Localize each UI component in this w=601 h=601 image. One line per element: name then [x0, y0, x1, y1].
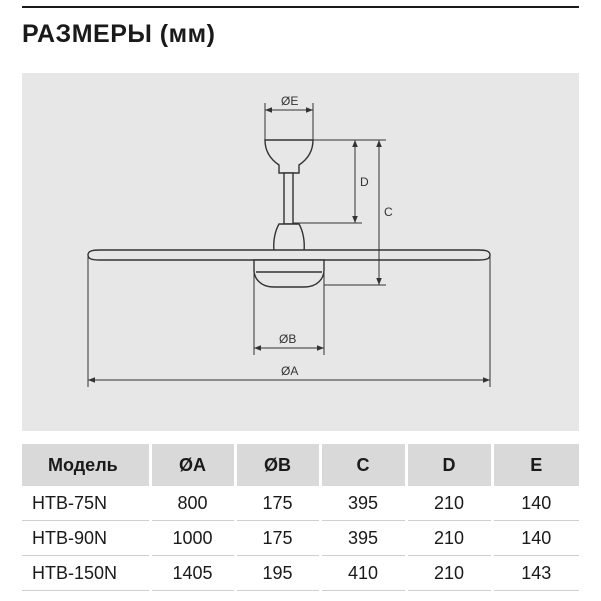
table-cell: 195: [235, 556, 320, 591]
table-header-row: [22, 444, 579, 486]
table-cell: 140: [492, 521, 579, 556]
fan-canopy: [265, 140, 313, 173]
column-header: Модель: [22, 444, 150, 486]
table-cell: 410: [320, 556, 406, 591]
model-cell: НТВ-150N: [22, 556, 150, 591]
table-cell: 1405: [150, 556, 235, 591]
fan-drawing: [22, 73, 579, 431]
table-cell: 210: [406, 556, 492, 591]
column-header: E: [492, 444, 579, 486]
column-header: D: [406, 444, 492, 486]
dim-label-c: C: [384, 205, 393, 219]
table-cell: 395: [320, 521, 406, 556]
table-row: [22, 556, 579, 591]
table-cell: 210: [406, 486, 492, 521]
dim-label-e: ØE: [281, 94, 299, 108]
table-cell: 800: [150, 486, 235, 521]
fan-motor-housing: [254, 260, 324, 287]
page-title: РАЗМЕРЫ (мм): [22, 20, 216, 48]
dim-label-d: D: [360, 175, 369, 189]
dim-label-a: ØA: [281, 364, 299, 378]
table-row: [22, 486, 579, 521]
model-cell: НТВ-90N: [22, 521, 150, 556]
top-rule: [22, 6, 579, 8]
table-cell: 1000: [150, 521, 235, 556]
table-cell: 140: [492, 486, 579, 521]
column-header: ØA: [150, 444, 235, 486]
table-cell: 175: [235, 521, 320, 556]
table-cell: 395: [320, 486, 406, 521]
table-cell: 210: [406, 521, 492, 556]
fan-downrod: [284, 173, 293, 224]
dimension-diagram: [22, 73, 579, 431]
dim-label-b: ØB: [279, 332, 297, 346]
table-row: [22, 521, 579, 556]
dimensions-table: [22, 444, 579, 591]
fan-motor-top: [274, 224, 305, 251]
table-cell: 143: [492, 556, 579, 591]
fan-blades: [88, 250, 490, 260]
model-cell: НТВ-75N: [22, 486, 150, 521]
column-header: ØB: [235, 444, 320, 486]
table-cell: 175: [235, 486, 320, 521]
column-header: C: [320, 444, 406, 486]
